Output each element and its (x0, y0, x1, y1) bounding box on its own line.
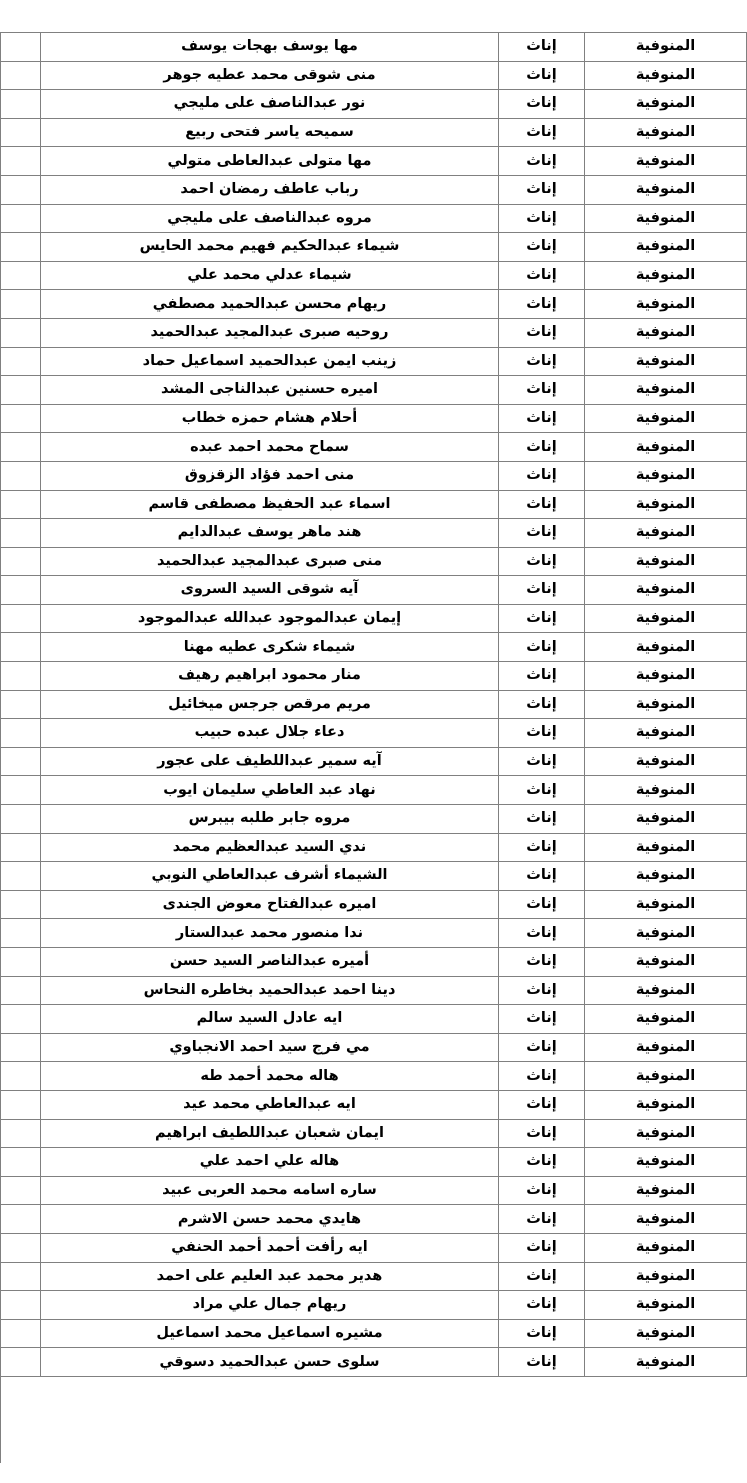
cell-gender: إناث (499, 233, 585, 262)
cell-index (0, 919, 41, 948)
cell-governorate: المنوفية (585, 833, 747, 862)
cell-governorate: المنوفية (585, 776, 747, 805)
cell-gender: إناث (499, 347, 585, 376)
cell-name: اسماء عبد الحفيظ مصطفى قاسم (41, 490, 499, 519)
cell-governorate: المنوفية (585, 604, 747, 633)
cell-governorate: المنوفية (585, 404, 747, 433)
cell-name: أحلام هشام حمزه خطاب (41, 404, 499, 433)
cell-governorate: المنوفية (585, 1005, 747, 1034)
cell-index (0, 1005, 41, 1034)
table-row (0, 261, 747, 290)
cell-index (0, 461, 41, 490)
cell-name: دينا احمد عبدالحميد بخاطره النحاس (41, 976, 499, 1005)
cell-gender: إناث (499, 547, 585, 576)
table-row (0, 519, 747, 548)
cell-gender: إناث (499, 919, 585, 948)
cell-governorate: المنوفية (585, 1033, 747, 1062)
cell-gender: إناث (499, 1233, 585, 1262)
table-row (0, 1119, 747, 1148)
cell-governorate: المنوفية (585, 576, 747, 605)
cell-name: ايه عادل السيد سالم (41, 1005, 499, 1034)
cell-governorate: المنوفية (585, 490, 747, 519)
cell-index (0, 805, 41, 834)
table-row (0, 576, 747, 605)
cell-gender: إناث (499, 833, 585, 862)
cell-governorate: المنوفية (585, 1233, 747, 1262)
table-row (0, 948, 747, 977)
cell-name: ريهام جمال علي مراد (41, 1291, 499, 1320)
table-row (0, 862, 747, 891)
cell-gender: إناث (499, 633, 585, 662)
cell-gender: إناث (499, 175, 585, 204)
cell-name: سلوى حسن عبدالحميد دسوقي (41, 1348, 499, 1377)
cell-gender: إناث (499, 290, 585, 319)
cell-name: سماح محمد احمد عبده (41, 433, 499, 462)
cell-name: روحيه صبرى عبدالمجيد عبدالحميد (41, 318, 499, 347)
cell-name: مي فرج سيد احمد الانجباوي (41, 1033, 499, 1062)
table-row (0, 61, 747, 90)
cell-name: آيه شوقى السيد السروى (41, 576, 499, 605)
cell-governorate: المنوفية (585, 147, 747, 176)
cell-governorate: المنوفية (585, 519, 747, 548)
cell-index (0, 347, 41, 376)
table-row (0, 604, 747, 633)
cell-gender: إناث (499, 747, 585, 776)
table-row (0, 433, 747, 462)
table-row (0, 1148, 747, 1177)
cell-gender: إناث (499, 690, 585, 719)
cell-name: هاله محمد أحمد طه (41, 1062, 499, 1091)
cell-name: رباب عاطف رمضان احمد (41, 175, 499, 204)
cell-name: ايه رأفت أحمد أحمد الحنفي (41, 1233, 499, 1262)
cell-gender: إناث (499, 1348, 585, 1377)
cell-index (0, 33, 41, 62)
table-row (0, 976, 747, 1005)
table-row (0, 376, 747, 405)
cell-gender: إناث (499, 147, 585, 176)
cell-governorate: المنوفية (585, 118, 747, 147)
table-row (0, 233, 747, 262)
cell-gender: إناث (499, 604, 585, 633)
cell-governorate: المنوفية (585, 290, 747, 319)
cell-name: هايدي محمد حسن الاشرم (41, 1205, 499, 1234)
table-row (0, 1348, 747, 1377)
cell-governorate: المنوفية (585, 433, 747, 462)
cell-name: شيماء عبدالحكيم فهيم محمد الحايس (41, 233, 499, 262)
cell-gender: إناث (499, 118, 585, 147)
cell-gender: إناث (499, 1119, 585, 1148)
cell-index (0, 90, 41, 119)
cell-gender: إناث (499, 948, 585, 977)
cell-index (0, 633, 41, 662)
cell-name: ندا منصور محمد عبدالستار (41, 919, 499, 948)
cell-index (0, 1119, 41, 1148)
cell-index (0, 118, 41, 147)
table-row (0, 1176, 747, 1205)
cell-governorate: المنوفية (585, 204, 747, 233)
cell-name: نهاد عبد العاطي سليمان ايوب (41, 776, 499, 805)
cell-governorate: المنوفية (585, 90, 747, 119)
cell-index (0, 1319, 41, 1348)
cell-name: الشيماء أشرف عبدالعاطي النوبي (41, 862, 499, 891)
cell-gender: إناث (499, 1090, 585, 1119)
cell-name: إيمان عبدالموجود عبدالله عبدالموجود (41, 604, 499, 633)
cell-name: منار محمود ابراهيم رهيف (41, 662, 499, 691)
cell-name: مشيره اسماعيل محمد اسماعيل (41, 1319, 499, 1348)
cell-index (0, 204, 41, 233)
cell-name: ايه عبدالعاطي محمد عيد (41, 1090, 499, 1119)
cell-governorate: المنوفية (585, 919, 747, 948)
cell-name: ندي السيد عبدالعظيم محمد (41, 833, 499, 862)
table-row (0, 833, 747, 862)
cell-gender: إناث (499, 33, 585, 62)
cell-index (0, 404, 41, 433)
table-row (0, 747, 747, 776)
cell-gender: إناث (499, 1062, 585, 1091)
table-row (0, 118, 747, 147)
cell-name: أميره عبدالناصر السيد حسن (41, 948, 499, 977)
cell-gender: إناث (499, 61, 585, 90)
table-row (0, 1291, 747, 1320)
cell-governorate: المنوفية (585, 1148, 747, 1177)
cell-index (0, 976, 41, 1005)
cell-index (0, 290, 41, 319)
cell-governorate: المنوفية (585, 175, 747, 204)
cell-index (0, 890, 41, 919)
cell-name: هاله علي احمد علي (41, 1148, 499, 1177)
cell-index (0, 1291, 41, 1320)
cell-name: ساره اسامه محمد العربى عبيد (41, 1176, 499, 1205)
cell-index (0, 233, 41, 262)
cell-gender: إناث (499, 1205, 585, 1234)
cell-gender: إناث (499, 719, 585, 748)
cell-index (0, 576, 41, 605)
table-row (0, 1262, 747, 1291)
cell-governorate: المنوفية (585, 690, 747, 719)
table-row (0, 175, 747, 204)
cell-gender: إناث (499, 1033, 585, 1062)
cell-governorate: المنوفية (585, 33, 747, 62)
table-row (0, 204, 747, 233)
table-row (0, 290, 747, 319)
cell-name: شيماء عدلي محمد علي (41, 261, 499, 290)
table-row (0, 890, 747, 919)
cell-name: ريهام محسن عبدالحميد مصطفي (41, 290, 499, 319)
cell-governorate: المنوفية (585, 1205, 747, 1234)
table-row (0, 1005, 747, 1034)
cell-governorate: المنوفية (585, 1062, 747, 1091)
cell-name: اميره حسنين عبدالناجى المشد (41, 376, 499, 405)
cell-governorate: المنوفية (585, 1262, 747, 1291)
cell-name: هدير محمد عبد العليم على احمد (41, 1262, 499, 1291)
cell-index (0, 604, 41, 633)
table-row (0, 318, 747, 347)
cell-gender: إناث (499, 1319, 585, 1348)
cell-governorate: المنوفية (585, 376, 747, 405)
cell-index (0, 1062, 41, 1091)
cell-name: زينب ايمن عبدالحميد اسماعيل حماد (41, 347, 499, 376)
cell-name: منى شوقى محمد عطيه جوهر (41, 61, 499, 90)
cell-governorate: المنوفية (585, 719, 747, 748)
cell-gender: إناث (499, 490, 585, 519)
cell-governorate: المنوفية (585, 61, 747, 90)
table-row (0, 1033, 747, 1062)
cell-gender: إناث (499, 776, 585, 805)
cell-index (0, 1176, 41, 1205)
cell-gender: إناث (499, 461, 585, 490)
cell-governorate: المنوفية (585, 1291, 747, 1320)
cell-governorate: المنوفية (585, 976, 747, 1005)
cell-governorate: المنوفية (585, 948, 747, 977)
cell-index (0, 662, 41, 691)
table-row (0, 776, 747, 805)
table-body (0, 33, 747, 1377)
cell-index (0, 1148, 41, 1177)
table-row (0, 1090, 747, 1119)
cell-index (0, 61, 41, 90)
cell-gender: إناث (499, 862, 585, 891)
cell-governorate: المنوفية (585, 1319, 747, 1348)
table-row (0, 1233, 747, 1262)
table-row (0, 461, 747, 490)
cell-name: آيه سمير عبداللطيف على عجور (41, 747, 499, 776)
cell-gender: إناث (499, 1005, 585, 1034)
table-row (0, 919, 747, 948)
cell-index (0, 318, 41, 347)
table-row (0, 490, 747, 519)
cell-index (0, 862, 41, 891)
cell-governorate: المنوفية (585, 1119, 747, 1148)
table-row (0, 1319, 747, 1348)
cell-governorate: المنوفية (585, 662, 747, 691)
cell-governorate: المنوفية (585, 862, 747, 891)
cell-gender: إناث (499, 1148, 585, 1177)
cell-gender: إناث (499, 204, 585, 233)
cell-index (0, 1205, 41, 1234)
table-row (0, 1205, 747, 1234)
table-row (0, 662, 747, 691)
cell-index (0, 719, 41, 748)
cell-governorate: المنوفية (585, 1090, 747, 1119)
cell-index (0, 433, 41, 462)
cell-index (0, 547, 41, 576)
cell-gender: إناث (499, 433, 585, 462)
table-row (0, 690, 747, 719)
cell-gender: إناث (499, 805, 585, 834)
cell-index (0, 1262, 41, 1291)
table-row (0, 347, 747, 376)
cell-gender: إناث (499, 662, 585, 691)
cell-gender: إناث (499, 90, 585, 119)
cell-index (0, 1348, 41, 1377)
table-row (0, 547, 747, 576)
cell-name: منى صبرى عبدالمجيد عبدالحميد (41, 547, 499, 576)
cell-gender: إناث (499, 976, 585, 1005)
cell-name: ايمان شعبان عبداللطيف ابراهيم (41, 1119, 499, 1148)
cell-gender: إناث (499, 318, 585, 347)
cell-gender: إناث (499, 890, 585, 919)
cell-gender: إناث (499, 1176, 585, 1205)
cell-index (0, 833, 41, 862)
cell-governorate: المنوفية (585, 890, 747, 919)
cell-gender: إناث (499, 1291, 585, 1320)
names-table (0, 32, 747, 1377)
cell-index (0, 776, 41, 805)
table-row (0, 633, 747, 662)
cell-governorate: المنوفية (585, 747, 747, 776)
table-row (0, 719, 747, 748)
cell-name: مروه جابر طلبه بيبرس (41, 805, 499, 834)
cell-name: اميره عبدالفتاح معوض الجندى (41, 890, 499, 919)
cell-index (0, 261, 41, 290)
cell-name: مروه عبدالناصف على مليجي (41, 204, 499, 233)
cell-governorate: المنوفية (585, 233, 747, 262)
cell-index (0, 1033, 41, 1062)
cell-gender: إناث (499, 576, 585, 605)
cell-gender: إناث (499, 404, 585, 433)
cell-governorate: المنوفية (585, 1176, 747, 1205)
cell-name: مها يوسف بهجات يوسف (41, 33, 499, 62)
cell-index (0, 175, 41, 204)
cell-name: شيماء شكرى عطيه مهنا (41, 633, 499, 662)
cell-governorate: المنوفية (585, 347, 747, 376)
table-row (0, 33, 747, 62)
cell-governorate: المنوفية (585, 633, 747, 662)
cell-index (0, 1090, 41, 1119)
cell-index (0, 690, 41, 719)
table-row (0, 147, 747, 176)
cell-name: هند ماهر يوسف عبدالدايم (41, 519, 499, 548)
cell-index (0, 376, 41, 405)
cell-name: دعاء جلال عبده حبيب (41, 719, 499, 748)
cell-name: مريم مرقص جرجس ميخائيل (41, 690, 499, 719)
cell-index (0, 147, 41, 176)
cell-gender: إناث (499, 519, 585, 548)
cell-name: سميحه ياسر فتحى ربيع (41, 118, 499, 147)
cell-gender: إناث (499, 1262, 585, 1291)
cell-governorate: المنوفية (585, 1348, 747, 1377)
cell-index (0, 490, 41, 519)
cell-index (0, 747, 41, 776)
table-row (0, 1062, 747, 1091)
cell-governorate: المنوفية (585, 318, 747, 347)
cell-governorate: المنوفية (585, 261, 747, 290)
cell-index (0, 948, 41, 977)
cell-index (0, 1233, 41, 1262)
table-row (0, 90, 747, 119)
cell-gender: إناث (499, 376, 585, 405)
cell-name: نور عبدالناصف على مليجي (41, 90, 499, 119)
table-row (0, 805, 747, 834)
cell-gender: إناث (499, 261, 585, 290)
cell-governorate: المنوفية (585, 547, 747, 576)
cell-governorate: المنوفية (585, 461, 747, 490)
cell-index (0, 519, 41, 548)
cell-name: مها متولى عبدالعاطى متولي (41, 147, 499, 176)
cell-governorate: المنوفية (585, 805, 747, 834)
cell-name: منى احمد فؤاد الزقزوق (41, 461, 499, 490)
table-row (0, 404, 747, 433)
